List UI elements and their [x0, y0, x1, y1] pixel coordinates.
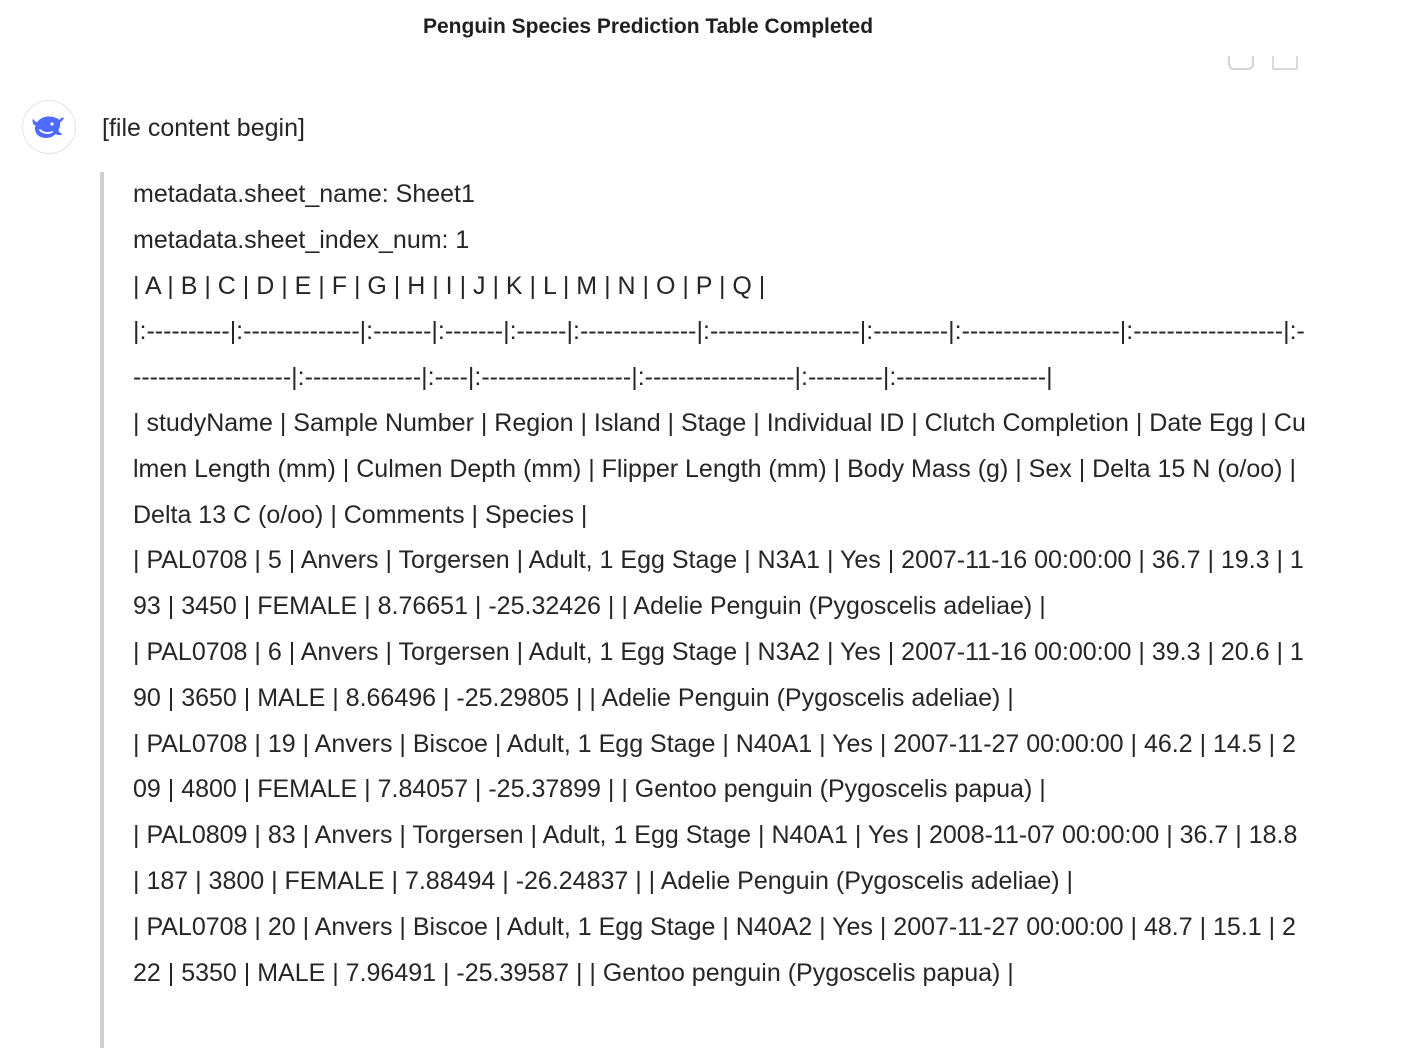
assistant-avatar	[22, 100, 76, 154]
table-row: | PAL0708 | 19 | Anvers | Biscoe | Adult, 1 Egg Stage | N40A1 | Yes | 2007-11-27 00:00:00 | 46.2 | 14.5 | 209 | 4800 | FEMALE | 7.84057 | -25.37899 | | Gentoo penguin (Pygoscelis papua) |	[133, 729, 1296, 804]
sheet-index-line: metadata.sheet_index_num: 1	[133, 225, 470, 254]
table-column-letters: | A | B | C | D | E | F | G | H | I | J | K | L | M | N | O | P | Q |	[133, 271, 766, 300]
message-actions	[1224, 56, 1304, 76]
table-row: | PAL0708 | 5 | Anvers | Torgersen | Adult, 1 Egg Stage | N3A1 | Yes | 2007-11-16 00:00:00 | 36.7 | 19.3 | 193 | 3450 | FEMALE | 8.76651 | -25.32426 | | Adelie Penguin (Pygoscelis adeliae) |	[133, 546, 1304, 621]
sheet-name-line: metadata.sheet_name: Sheet1	[133, 180, 475, 208]
table-separator: |:----------|:--------------|:-------|:-------|:------|:--------------|:------------------|:---------|:-------------------|:------------------|:--------------------|:--------------|:----|:------------------|:------------------|:---------|:------------------|	[133, 317, 1305, 392]
message-first-line: [file content begin]	[102, 114, 305, 142]
table-row: | PAL0708 | 6 | Anvers | Torgersen | Adult, 1 Egg Stage | N3A2 | Yes | 2007-11-16 00:00:00 | 39.3 | 20.6 | 190 | 3650 | MALE | 8.66496 | -25.29805 | | Adelie Penguin (Pygoscelis adeliae) |	[133, 637, 1304, 712]
whale-icon	[31, 112, 67, 142]
blockquote-bar	[100, 172, 104, 1048]
edit-icon[interactable]	[1272, 56, 1298, 70]
chat-title: Penguin Species Prediction Table Completed	[423, 15, 874, 38]
table-header-row: | studyName | Sample Number | Region | Island | Stage | Individual ID | Clutch Completion | Date Egg | Culmen Length (mm) | Culmen Depth (mm) | Flipper Length (mm) | Body Mass (g) | Sex | Delta 15 N (o/oo) | Delta 13 C (o/oo) | Comments | Species |	[133, 408, 1306, 529]
table-row: | PAL0809 | 83 | Anvers | Torgersen | Adult, 1 Egg Stage | N40A1 | Yes | 2008-11-07 00:00:00 | 36.7 | 18.8 | 187 | 3800 | FEMALE | 7.88494 | -26.24837 | | Adelie Penguin (Pygoscelis adeliae) |	[133, 821, 1298, 895]
file-content-blockquote	[133, 172, 1308, 996]
copy-icon[interactable]	[1228, 56, 1254, 70]
table-row: | PAL0708 | 20 | Anvers | Biscoe | Adult, 1 Egg Stage | N40A2 | Yes | 2007-11-27 00:00:00 | 48.7 | 15.1 | 222 | 5350 | MALE | 7.96491 | -25.39587 | | Gentoo penguin (Pygoscelis papua) |	[133, 912, 1296, 987]
